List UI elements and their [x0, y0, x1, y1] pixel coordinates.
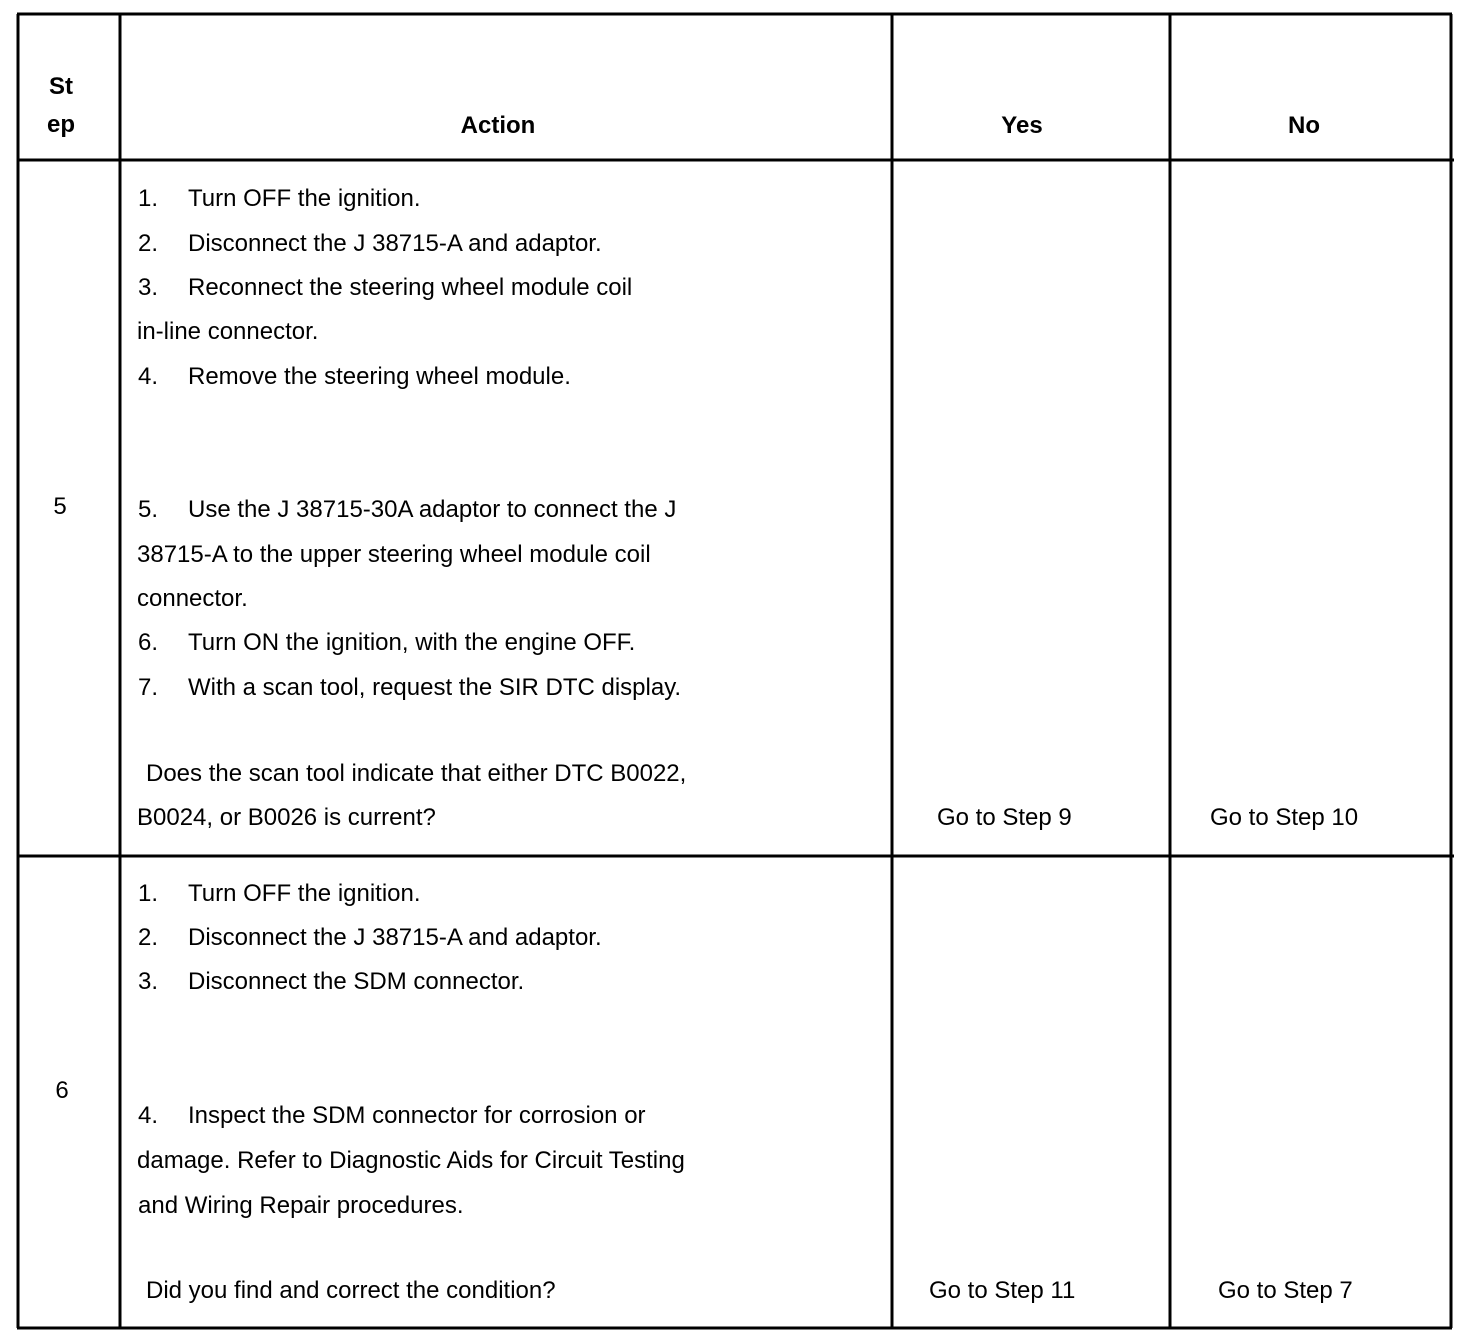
action-line [138, 1101, 646, 1131]
question-line: B0024, or B0026 is current? [137, 804, 436, 831]
header-no: No [1288, 112, 1320, 139]
action-text: Inspect the SDM connector for corrosion or [188, 1102, 646, 1129]
action-number: 1. [138, 185, 159, 212]
yes-result: Go to Step 11 [929, 1277, 1076, 1304]
header-yes: Yes [1001, 112, 1043, 139]
action-text: and Wiring Repair procedures. [138, 1192, 464, 1219]
action-text: Disconnect the J 38715-A and adaptor. [188, 230, 602, 257]
action-number: 4. [138, 1102, 159, 1129]
action-line [138, 495, 676, 525]
action-number: 6. [138, 629, 159, 656]
header-action: Action [460, 112, 536, 139]
header-step-line1: St [49, 73, 73, 100]
action-number: 4. [138, 363, 159, 390]
action-text: Turn ON the ignition, with the engine OFF. [188, 629, 636, 656]
action-line [138, 229, 602, 259]
action-number: 1. [138, 880, 159, 907]
action-number: 2. [138, 924, 159, 951]
action-text: in-line connector. [137, 318, 319, 345]
action-line [137, 317, 318, 347]
action-line [138, 1191, 464, 1221]
action-text: Remove the steering wheel module. [188, 363, 571, 390]
step-number: 5 [53, 493, 67, 520]
action-text: Use the J 38715-30A adaptor to connect the J [188, 496, 677, 523]
action-line [138, 184, 421, 214]
no-result: Go to Step 7 [1218, 1277, 1353, 1304]
action-text: With a scan tool, request the SIR DTC display. [188, 674, 682, 701]
action-text: Disconnect the J 38715-A and adaptor. [188, 924, 602, 951]
action-line [137, 540, 651, 570]
action-line [137, 584, 248, 614]
action-line [138, 273, 632, 303]
step-number: 6 [55, 1077, 69, 1104]
header-step [20, 68, 102, 144]
action-text: Reconnect the steering wheel module coil [188, 274, 633, 301]
action-text: connector. [137, 585, 248, 612]
action-text: Disconnect the SDM connector. [188, 968, 525, 995]
no-result: Go to Step 10 [1210, 804, 1359, 831]
action-line [138, 879, 421, 909]
action-text: Turn OFF the ignition. [188, 880, 421, 907]
question-line: Did you find and correct the condition? [146, 1277, 556, 1304]
action-text: Turn OFF the ignition. [188, 185, 421, 212]
action-line [138, 923, 602, 953]
action-line [138, 628, 635, 658]
action-text: damage. Refer to Diagnostic Aids for Circuit Testing [137, 1147, 685, 1174]
action-number: 7. [138, 674, 159, 701]
yes-result: Go to Step 9 [937, 804, 1072, 831]
header-step-line2: ep [46, 111, 75, 138]
question-line: Does the scan tool indicate that either DTC B0022, [146, 760, 687, 787]
action-number: 2. [138, 230, 159, 257]
action-number: 3. [138, 968, 159, 995]
action-number: 3. [138, 274, 159, 301]
action-line [137, 1146, 685, 1176]
action-line [138, 967, 524, 997]
action-text: 38715-A to the upper steering wheel module coil [137, 541, 651, 568]
action-line [138, 362, 571, 392]
action-number: 5. [138, 496, 159, 523]
action-line [138, 673, 681, 703]
